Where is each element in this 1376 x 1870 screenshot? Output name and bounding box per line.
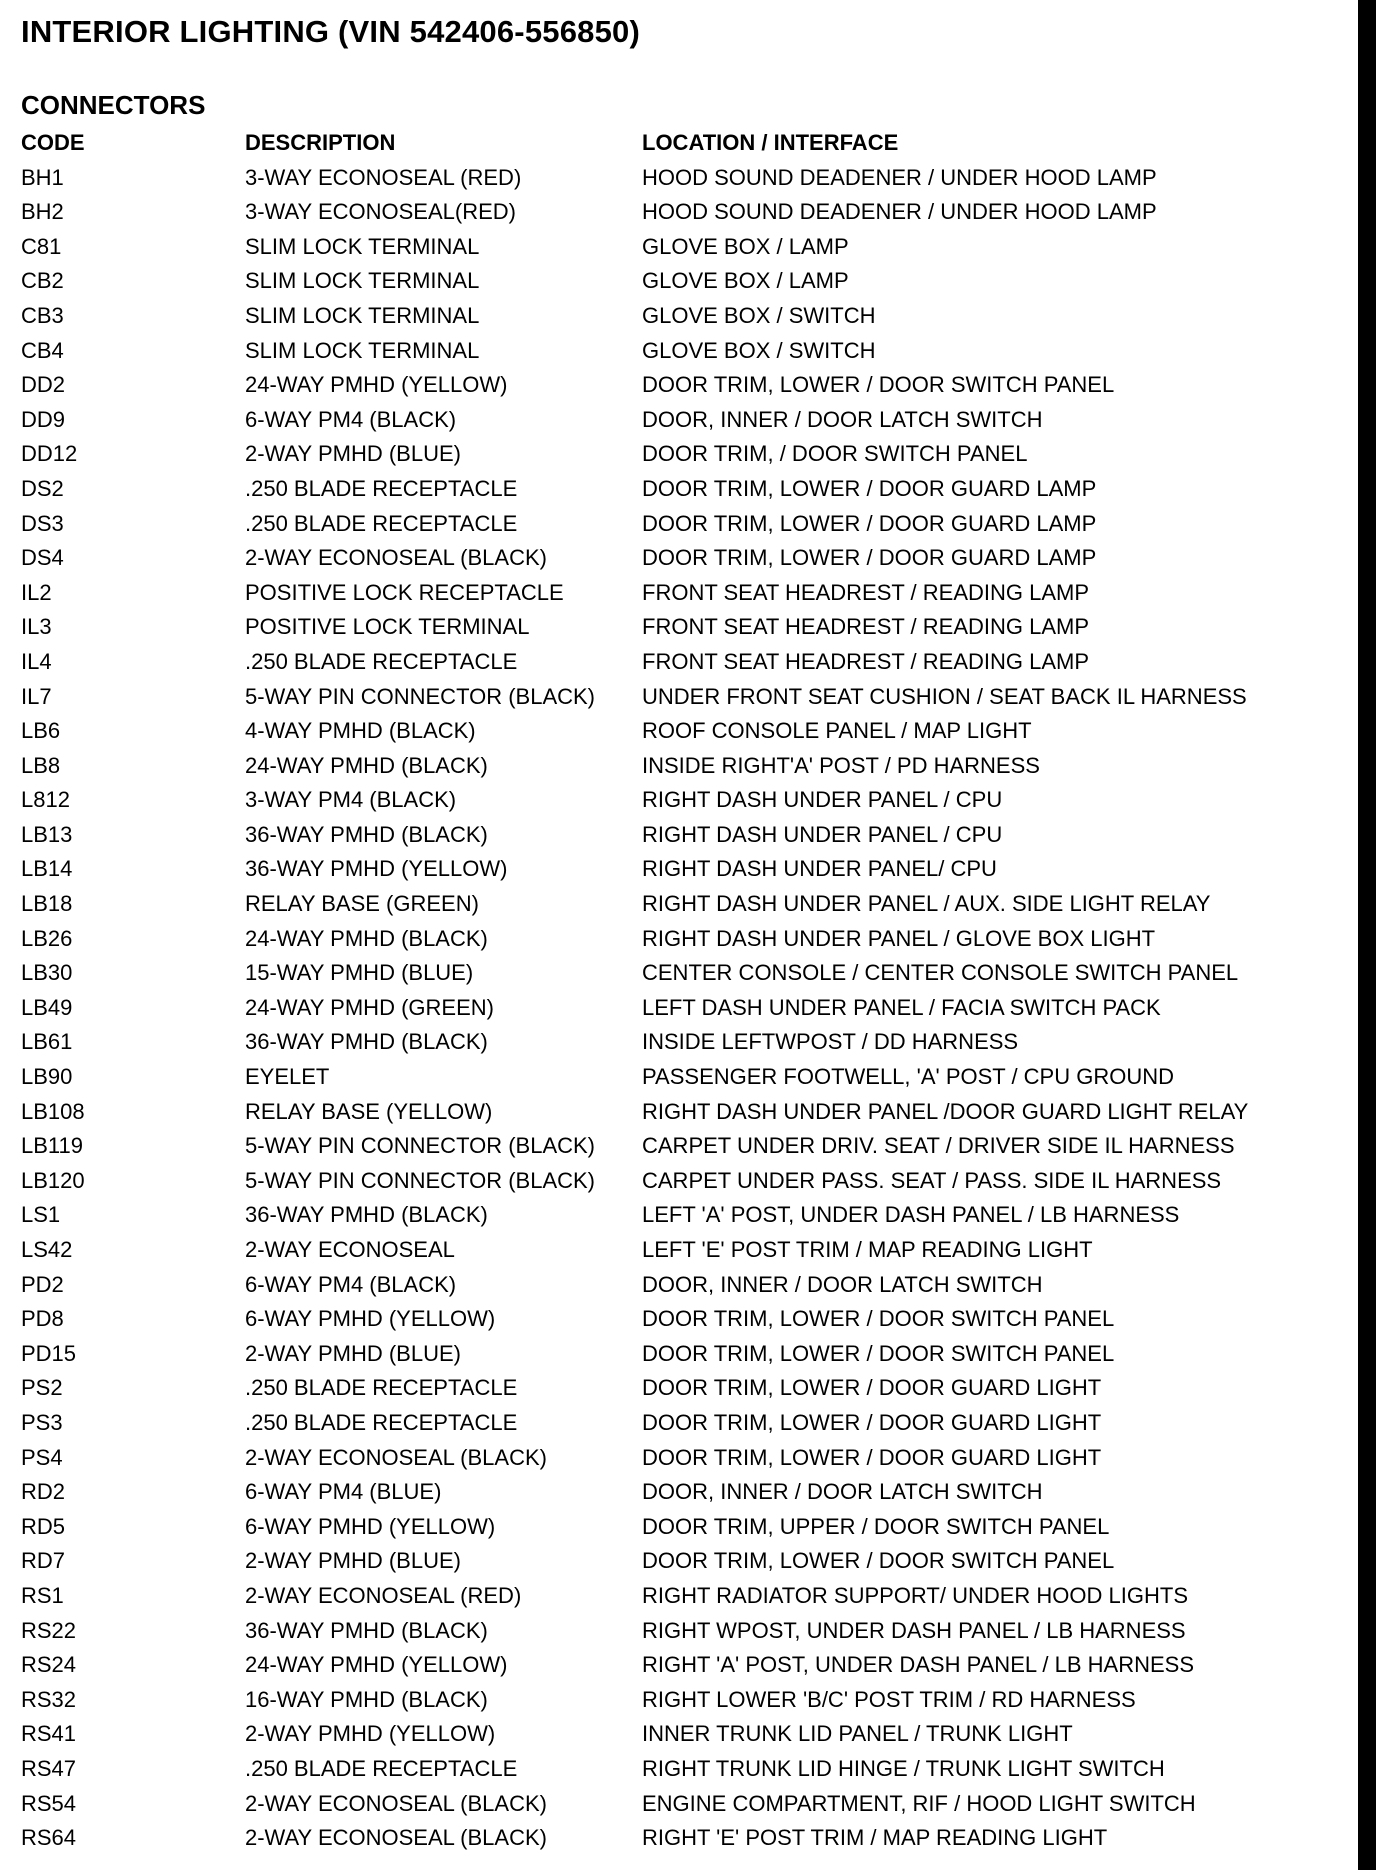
- cell-description: 15-WAY PMHD (BLUE): [245, 960, 474, 986]
- cell-description: 3-WAY ECONOSEAL (RED): [245, 164, 522, 190]
- table-row: [21, 1752, 1341, 1787]
- cell-location: GLOVE BOX / SWITCH: [642, 337, 876, 363]
- cell-location: HOOD SOUND DEADENER / UNDER HOOD LAMP: [642, 199, 1157, 225]
- page-edge-bar: [1358, 0, 1376, 1870]
- cell-code: LB18: [21, 891, 73, 917]
- cell-description: 36-WAY PMHD (BLACK): [245, 1202, 488, 1228]
- cell-location: RIGHT DASH UNDER PANEL / AUX. SIDE LIGHT RELAY: [642, 891, 1211, 917]
- cell-location: RIGHT WPOST, UNDER DASH PANEL / LB HARNESS: [642, 1617, 1186, 1643]
- table-row: [21, 1268, 1341, 1303]
- cell-code: DS3: [21, 510, 64, 536]
- cell-location: RIGHT DASH UNDER PANEL / GLOVE BOX LIGHT: [642, 925, 1156, 951]
- table-row: [21, 1683, 1341, 1718]
- cell-location: DOOR TRIM, LOWER / DOOR GUARD LIGHT: [642, 1375, 1102, 1401]
- cell-location: DOOR TRIM, LOWER / DOOR SWITCH PANEL: [642, 1306, 1115, 1332]
- cell-code: PS3: [21, 1409, 63, 1435]
- cell-code: CB2: [21, 268, 64, 294]
- table-row: [21, 1614, 1341, 1649]
- cell-description: 6-WAY PM4 (BLACK): [245, 1271, 457, 1297]
- table-row: [21, 714, 1341, 749]
- table-row: [21, 161, 1341, 196]
- cell-code: LB13: [21, 821, 73, 847]
- table-row: [21, 610, 1341, 645]
- table-row: [21, 1164, 1341, 1199]
- table-row: [21, 1475, 1341, 1510]
- table-row: [21, 1129, 1341, 1164]
- cell-description: 5-WAY PIN CONNECTOR (BLACK): [245, 1133, 596, 1159]
- cell-code: RS41: [21, 1721, 77, 1747]
- table-row: [21, 749, 1341, 784]
- cell-code: BH2: [21, 199, 64, 225]
- cell-location: DOOR TRIM, LOWER / DOOR SWITCH PANEL: [642, 372, 1115, 398]
- cell-description: 36-WAY PMHD (BLACK): [245, 1029, 488, 1055]
- cell-location: FRONT SEAT HEADREST / READING LAMP: [642, 614, 1090, 640]
- cell-code: RS47: [21, 1755, 77, 1781]
- cell-code: LB8: [21, 752, 61, 778]
- cell-location: DOOR, INNER / DOOR LATCH SWITCH: [642, 1271, 1043, 1297]
- cell-code: LS1: [21, 1202, 61, 1228]
- cell-description: 24-WAY PMHD (BLACK): [245, 752, 488, 778]
- cell-description: .250 BLADE RECEPTACLE: [245, 510, 518, 536]
- cell-code: DS4: [21, 545, 64, 571]
- cell-location: CARPET UNDER DRIV. SEAT / DRIVER SIDE IL HARNESS: [642, 1133, 1235, 1159]
- cell-description: 2-WAY ECONOSEAL (BLACK): [245, 1444, 547, 1470]
- cell-code: RS1: [21, 1582, 64, 1608]
- cell-description: 2-WAY PMHD (BLUE): [245, 1340, 461, 1366]
- cell-location: DOOR TRIM, LOWER / DOOR SWITCH PANEL: [642, 1548, 1115, 1574]
- cell-code: RD7: [21, 1548, 66, 1574]
- cell-code: RD5: [21, 1513, 66, 1539]
- cell-code: C81: [21, 233, 62, 259]
- cell-description: POSITIVE LOCK TERMINAL: [245, 614, 530, 640]
- cell-description: 2-WAY PMHD (BLUE): [245, 1548, 461, 1574]
- cell-location: DOOR, INNER / DOOR LATCH SWITCH: [642, 1479, 1043, 1505]
- cell-location: GLOVE BOX / LAMP: [642, 268, 849, 294]
- table-row: [21, 472, 1341, 507]
- cell-location: PASSENGER FOOTWELL, 'A' POST / CPU GROUND: [642, 1064, 1175, 1090]
- cell-location: FRONT SEAT HEADREST / READING LAMP: [642, 648, 1090, 674]
- table-row: [21, 264, 1341, 299]
- cell-code: LB14: [21, 856, 73, 882]
- cell-description: 3-WAY PM4 (BLACK): [245, 787, 457, 813]
- cell-location: RIGHT RADIATOR SUPPORT/ UNDER HOOD LIGHTS: [642, 1582, 1188, 1608]
- cell-description: 24-WAY PMHD (YELLOW): [245, 1652, 508, 1678]
- cell-description: 2-WAY ECONOSEAL (BLACK): [245, 1825, 547, 1851]
- table-row: [21, 680, 1341, 715]
- table-row: [21, 1025, 1341, 1060]
- cell-code: IL4: [21, 648, 52, 674]
- header-code: CODE: [21, 130, 85, 155]
- cell-code: LB120: [21, 1167, 85, 1193]
- cell-location: DOOR TRIM, LOWER / DOOR GUARD LIGHT: [642, 1444, 1102, 1470]
- table-row: [21, 818, 1341, 853]
- cell-code: RS24: [21, 1652, 77, 1678]
- cell-code: LB61: [21, 1029, 73, 1055]
- cell-code: CB4: [21, 337, 64, 363]
- cell-code: LS42: [21, 1237, 73, 1262]
- cell-description: 2-WAY ECONOSEAL (BLACK): [245, 545, 547, 571]
- section-title: CONNECTORS: [21, 90, 206, 120]
- table-row: [21, 1544, 1341, 1579]
- cell-description: .250 BLADE RECEPTACLE: [245, 1755, 518, 1781]
- table-row: [21, 1198, 1341, 1233]
- cell-description: 24-WAY PMHD (BLACK): [245, 925, 488, 951]
- cell-code: PS2: [21, 1375, 63, 1401]
- cell-description: POSITIVE LOCK RECEPTACLE: [245, 579, 564, 605]
- table-row: [21, 368, 1341, 403]
- cell-code: IL2: [21, 579, 52, 605]
- cell-code: LB6: [21, 718, 61, 744]
- cell-location: UNDER FRONT SEAT CUSHION / SEAT BACK IL HARNESS: [642, 683, 1247, 709]
- page-title: INTERIOR LIGHTING (VIN 542406-556850): [21, 14, 640, 49]
- cell-description: SLIM LOCK TERMINAL: [245, 268, 480, 294]
- table-row: [21, 541, 1341, 576]
- table-row: [21, 852, 1341, 887]
- cell-code: RD2: [21, 1479, 66, 1505]
- table-row: [21, 334, 1341, 369]
- cell-location: CARPET UNDER PASS. SEAT / PASS. SIDE IL HARNESS: [642, 1167, 1222, 1193]
- table-row: [21, 645, 1341, 680]
- cell-code: DS2: [21, 475, 64, 501]
- cell-code: CB3: [21, 302, 64, 328]
- cell-description: 24-WAY PMHD (YELLOW): [245, 372, 508, 398]
- cell-code: RS54: [21, 1790, 77, 1816]
- cell-description: 5-WAY PIN CONNECTOR (BLACK): [245, 683, 596, 709]
- cell-code: L812: [21, 787, 70, 813]
- cell-code: DD12: [21, 441, 78, 467]
- cell-location: INSIDE RIGHT'A' POST / PD HARNESS: [642, 752, 1040, 778]
- table-row: [21, 507, 1341, 542]
- cell-description: 36-WAY PMHD (BLACK): [245, 821, 488, 847]
- cell-code: IL3: [21, 614, 52, 640]
- cell-description: 6-WAY PMHD (YELLOW): [245, 1306, 496, 1332]
- cell-description: 2-WAY ECONOSEAL: [245, 1237, 455, 1262]
- cell-code: RS22: [21, 1617, 77, 1643]
- cell-location: DOOR TRIM, LOWER / DOOR GUARD LAMP: [642, 510, 1097, 536]
- cell-location: INSIDE LEFTWPOST / DD HARNESS: [642, 1029, 1019, 1055]
- cell-location: DOOR TRIM, LOWER / DOOR GUARD LIGHT: [642, 1409, 1102, 1435]
- cell-location: INNER TRUNK LID PANEL / TRUNK LIGHT: [642, 1721, 1073, 1747]
- cell-code: PS4: [21, 1444, 63, 1470]
- cell-description: 6-WAY PM4 (BLUE): [245, 1479, 442, 1505]
- cell-location: GLOVE BOX / SWITCH: [642, 302, 876, 328]
- cell-location: GLOVE BOX / LAMP: [642, 233, 849, 259]
- table-row: [21, 783, 1341, 818]
- cell-description: .250 BLADE RECEPTACLE: [245, 1409, 518, 1435]
- cell-description: 5-WAY PIN CONNECTOR (BLACK): [245, 1167, 596, 1193]
- connector-table: [21, 126, 1341, 1856]
- table-row: [21, 230, 1341, 265]
- table-row: [21, 195, 1341, 230]
- cell-description: RELAY BASE (YELLOW): [245, 1098, 493, 1124]
- table-row: [21, 956, 1341, 991]
- cell-description: EYELET: [245, 1064, 330, 1090]
- table-row: [21, 1233, 1341, 1268]
- table-row: [21, 1095, 1341, 1130]
- cell-description: SLIM LOCK TERMINAL: [245, 337, 480, 363]
- header-location: LOCATION / INTERFACE: [642, 130, 899, 155]
- cell-location: RIGHT 'A' POST, UNDER DASH PANEL / LB HARNESS: [642, 1652, 1195, 1678]
- cell-description: 36-WAY PMHD (YELLOW): [245, 856, 508, 882]
- table-row: [21, 1821, 1341, 1856]
- table-row: [21, 299, 1341, 334]
- cell-description: .250 BLADE RECEPTACLE: [245, 475, 518, 501]
- cell-description: 24-WAY PMHD (GREEN): [245, 994, 494, 1020]
- cell-location: RIGHT TRUNK LID HINGE / TRUNK LIGHT SWITCH: [642, 1755, 1165, 1781]
- cell-location: FRONT SEAT HEADREST / READING LAMP: [642, 579, 1090, 605]
- table-header-row: [21, 126, 1341, 161]
- cell-code: RS64: [21, 1825, 77, 1851]
- table-row: [21, 1060, 1341, 1095]
- cell-code: DD9: [21, 406, 66, 432]
- table-row: [21, 1302, 1341, 1337]
- cell-code: PD8: [21, 1306, 64, 1332]
- cell-code: DD2: [21, 372, 66, 398]
- table-row: [21, 1787, 1341, 1822]
- cell-location: DOOR TRIM, / DOOR SWITCH PANEL: [642, 441, 1028, 467]
- cell-description: 2-WAY PMHD (YELLOW): [245, 1721, 496, 1747]
- cell-description: .250 BLADE RECEPTACLE: [245, 648, 518, 674]
- cell-location: CENTER CONSOLE / CENTER CONSOLE SWITCH PANEL: [642, 960, 1239, 986]
- cell-code: LB108: [21, 1098, 85, 1124]
- cell-location: RIGHT LOWER 'B/C' POST TRIM / RD HARNESS: [642, 1686, 1136, 1712]
- table-row: [21, 1717, 1341, 1752]
- cell-description: 2-WAY ECONOSEAL (RED): [245, 1582, 522, 1608]
- cell-description: SLIM LOCK TERMINAL: [245, 302, 480, 328]
- cell-location: LEFT DASH UNDER PANEL / FACIA SWITCH PACK: [642, 994, 1161, 1020]
- table-row: [21, 437, 1341, 472]
- cell-location: RIGHT DASH UNDER PANEL / CPU: [642, 821, 1003, 847]
- table-row: [21, 1337, 1341, 1372]
- cell-description: 6-WAY PMHD (YELLOW): [245, 1513, 496, 1539]
- cell-description: RELAY BASE (GREEN): [245, 891, 479, 917]
- cell-location: RIGHT DASH UNDER PANEL / CPU: [642, 787, 1003, 813]
- cell-code: PD15: [21, 1340, 77, 1366]
- cell-description: 36-WAY PMHD (BLACK): [245, 1617, 488, 1643]
- cell-location: DOOR TRIM, UPPER / DOOR SWITCH PANEL: [642, 1513, 1110, 1539]
- cell-location: RIGHT 'E' POST TRIM / MAP READING LIGHT: [642, 1825, 1108, 1851]
- table-body: [21, 161, 1341, 1856]
- table-row: [21, 922, 1341, 957]
- cell-location: DOOR TRIM, LOWER / DOOR SWITCH PANEL: [642, 1340, 1115, 1366]
- table-row: [21, 1648, 1341, 1683]
- cell-description: SLIM LOCK TERMINAL: [245, 233, 480, 259]
- cell-location: ENGINE COMPARTMENT, RIF / HOOD LIGHT SWITCH: [642, 1790, 1196, 1816]
- cell-location: ROOF CONSOLE PANEL / MAP LIGHT: [642, 718, 1032, 744]
- cell-location: LEFT 'A' POST, UNDER DASH PANEL / LB HARNESS: [642, 1202, 1180, 1228]
- cell-location: DOOR TRIM, LOWER / DOOR GUARD LAMP: [642, 545, 1097, 571]
- cell-description: 3-WAY ECONOSEAL(RED): [245, 199, 516, 225]
- table-row: [21, 887, 1341, 922]
- table-row: [21, 1510, 1341, 1545]
- table-row: [21, 1371, 1341, 1406]
- cell-code: LB90: [21, 1064, 73, 1090]
- table-row: [21, 1406, 1341, 1441]
- table-row: [21, 1441, 1341, 1476]
- table-row: [21, 991, 1341, 1026]
- table-row: [21, 576, 1341, 611]
- cell-code: BH1: [21, 164, 64, 190]
- cell-code: RS32: [21, 1686, 77, 1712]
- cell-description: 4-WAY PMHD (BLACK): [245, 718, 476, 744]
- cell-code: LB30: [21, 960, 73, 986]
- cell-location: HOOD SOUND DEADENER / UNDER HOOD LAMP: [642, 164, 1157, 190]
- cell-description: 2-WAY PMHD (BLUE): [245, 441, 461, 467]
- cell-location: LEFT 'E' POST TRIM / MAP READING LIGHT: [642, 1237, 1093, 1262]
- cell-code: LB26: [21, 925, 73, 951]
- cell-code: PD2: [21, 1271, 64, 1297]
- header-description: DESCRIPTION: [245, 130, 396, 155]
- cell-description: 16-WAY PMHD (BLACK): [245, 1686, 488, 1712]
- cell-description: .250 BLADE RECEPTACLE: [245, 1375, 518, 1401]
- cell-code: IL7: [21, 683, 52, 709]
- cell-location: RIGHT DASH UNDER PANEL /DOOR GUARD LIGHT RELAY: [642, 1098, 1249, 1124]
- cell-location: RIGHT DASH UNDER PANEL/ CPU: [642, 856, 997, 882]
- table-row: [21, 403, 1341, 438]
- cell-description: 2-WAY ECONOSEAL (BLACK): [245, 1790, 547, 1816]
- cell-location: DOOR TRIM, LOWER / DOOR GUARD LAMP: [642, 475, 1097, 501]
- cell-code: LB119: [21, 1133, 83, 1159]
- cell-description: 6-WAY PM4 (BLACK): [245, 406, 457, 432]
- cell-code: LB49: [21, 994, 73, 1020]
- table-row: [21, 1579, 1341, 1614]
- cell-location: DOOR, INNER / DOOR LATCH SWITCH: [642, 406, 1043, 432]
